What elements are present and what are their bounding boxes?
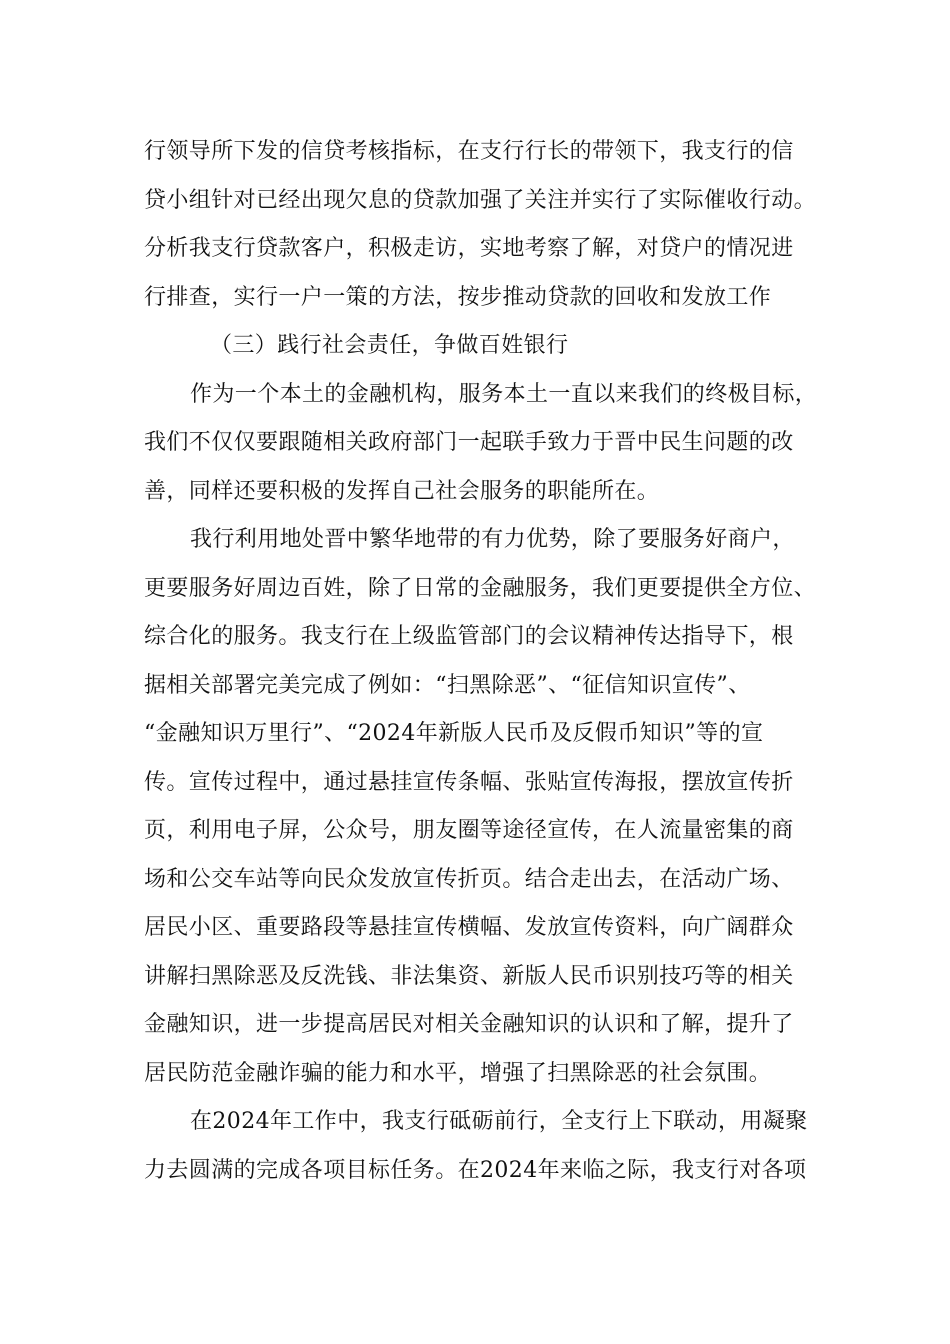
text-line: 我们不仅仅要跟随相关政府部门一起联手致力于晋中民生问题的改 bbox=[144, 430, 794, 455]
text-line: 居民小区、重要路段等悬挂宣传横幅、发放宣传资料，向广阔群众 bbox=[144, 915, 794, 940]
text-line: 我行利用地处晋中繁华地带的有力优势，除了要服务好商户， bbox=[190, 527, 795, 552]
paragraph-local-service bbox=[144, 371, 818, 517]
paragraph-2024-work bbox=[144, 1098, 814, 1195]
text-line: “金融知识万里行”、“2024年新版人民币及反假币知识”等的宣 bbox=[144, 721, 764, 746]
text-line: 分析我支行贷款客户，积极走访，实地考察了解，对贷户的情况进 bbox=[144, 236, 794, 261]
heading-text: （三）践行社会责任，争做百姓银行 bbox=[210, 333, 569, 358]
text-line: 讲解扫黑除恶及反洗钱、非法集资、新版人民币识别技巧等的相关 bbox=[144, 963, 794, 989]
section-heading bbox=[144, 322, 814, 371]
text-line: 据相关部署完美完成了例如：“扫黑除恶”、“征信知识宣传”、 bbox=[144, 672, 751, 698]
paragraph-publicity bbox=[144, 516, 817, 1098]
text-line: 传。宣传过程中，通过悬挂宣传条幅、张贴宣传海报，摆放宣传折 bbox=[144, 769, 794, 795]
text-line: 页，利用电子屏，公众号，朋友圈等途径宣传，在人流量密集的商 bbox=[144, 818, 794, 843]
text-line: 场和公交车站等向民众发放宣传折页。结合走出去，在活动广场、 bbox=[144, 866, 794, 892]
text-line: 金融知识，进一步提高居民对相关金融知识的认识和了解，提升了 bbox=[144, 1012, 794, 1037]
paragraph-loan-collection bbox=[144, 128, 817, 322]
text-line: 善，同样还要积极的发挥自己社会服务的职能所在。 bbox=[144, 478, 660, 504]
text-line: 居民防范金融诈骗的能力和水平，增强了扫黑除恶的社会氛围。 bbox=[144, 1060, 772, 1086]
text-line: 贷小组针对已经出现欠息的贷款加强了关注并实行了实际催收行动。 bbox=[144, 187, 817, 213]
text-line: 作为一个本土的金融机构，服务本土一直以来我们的终极目标， bbox=[190, 381, 818, 407]
text-line: 力去圆满的完成各项目标任务。在2024年来临之际，我支行对各项 bbox=[144, 1157, 807, 1183]
text-line: 行领导所下发的信贷考核指标，在支行行长的带领下，我支行的信 bbox=[144, 139, 794, 164]
text-line: 在2024年工作中，我支行砥砺前行，全支行上下联动，用凝聚 bbox=[190, 1109, 808, 1134]
text-line: 更要服务好周边百姓，除了日常的金融服务，我们更要提供全方位、 bbox=[144, 575, 817, 601]
text-line: 行排查，实行一户一策的方法，按步推动贷款的回收和发放工作 bbox=[144, 284, 772, 310]
document-body bbox=[144, 128, 818, 1195]
text-line: 综合化的服务。我支行在上级监管部门的会议精神传达指导下，根 bbox=[144, 624, 794, 649]
